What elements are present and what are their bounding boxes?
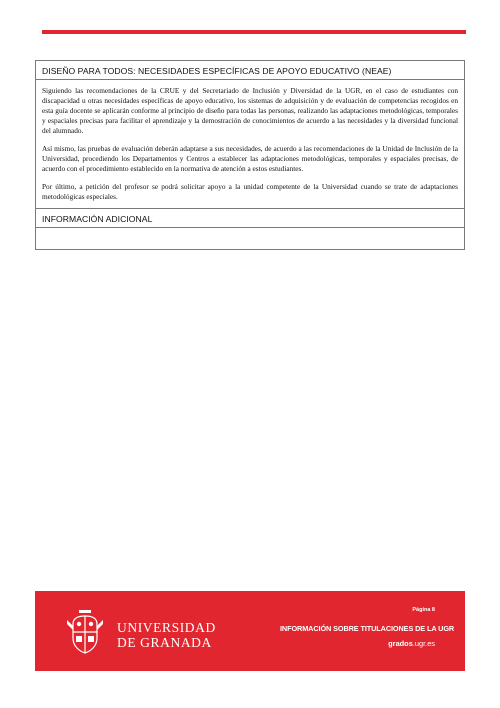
university-name-line2: DE GRANADA	[117, 635, 212, 650]
university-crest-icon	[65, 610, 105, 656]
grados-link[interactable]	[388, 639, 435, 648]
titulaciones-info-title: INFORMACIÓN SOBRE TITULACIONES DE LA UGR	[280, 624, 455, 633]
grados-link-domain: .ugr.es	[412, 639, 435, 648]
footer-banner	[35, 591, 465, 671]
page-number: Página 8	[412, 607, 435, 613]
neae-heading	[36, 61, 464, 80]
neae-title: DISEÑO PARA TODOS: NECESIDADES ESPECÍFICAS DE APOYO EDUCATIVO (NEAE)	[42, 66, 392, 76]
neae-paragraph-2: Así mismo, las pruebas de evaluación deberán adaptarse a sus necesidades, de acuerdo a las recomendaciones de la Unidad de Inclusión de la Universidad, procediendo los Departamentos y Centros a establecer las adaptaciones metodológicas, temporales y espaciales precisas, de acuerdo con el procedimiento establecido en la normativa de atención a estos estudiantes.	[42, 144, 458, 173]
neae-body	[36, 80, 464, 209]
grados-link-strong: grados	[388, 639, 413, 648]
neae-paragraph-3: Por último, a petición del profesor se podrá solicitar apoyo a la unidad competente de la Universidad cuando se trate de adaptaciones metodológicas especiales.	[42, 182, 458, 201]
additional-info-heading	[36, 209, 464, 228]
university-name-line1: UNIVERSIDAD	[117, 620, 216, 635]
neae-paragraph-1: Siguiendo las recomendaciones de la CRUE y del Secretariado de Inclusión y Diversidad de la UGR, en el caso de estudiantes con discapacidad u otras necesidades específicas de apoyo educativo, los sistemas de adquisición y de evaluación de competencias recogidos en esta guía docente se aplicarán conforme al principio de diseño para todas las personas, realizando las adaptaciones metodológicas, temporales y espaciales precisas para facilitar el aprendizaje y la demostración de conocimientos de acuerdo a las necesidades y la diversidad funcional del alumnado.	[42, 86, 458, 135]
university-name	[117, 620, 257, 650]
additional-info-body	[36, 228, 464, 249]
guide-table	[35, 60, 465, 250]
additional-info-title: INFORMACIÓN ADICIONAL	[42, 214, 153, 224]
top-red-rule	[42, 30, 466, 34]
